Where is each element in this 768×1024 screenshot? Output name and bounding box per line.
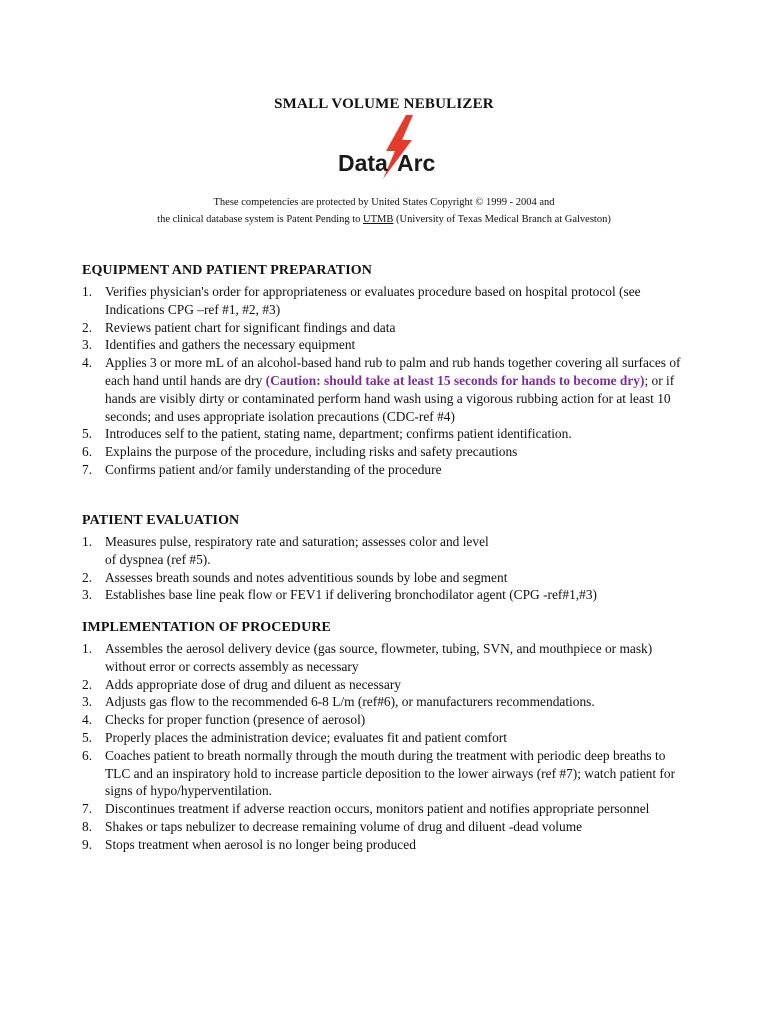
list-item xyxy=(82,461,692,479)
item-number: 6. xyxy=(82,747,93,763)
list-item xyxy=(82,800,692,818)
item-text: Explains the purpose of the procedure, including risks and safety precautions xyxy=(105,444,518,460)
item-text: Assembles the aerosol delivery device (gas source, flowmeter, tubing, SVN, and mouthpiece or mask) without error or corrects assembly as necessary xyxy=(105,641,653,674)
item-number: 2. xyxy=(82,569,93,585)
list-item xyxy=(82,586,692,604)
item-text: Coaches patient to breath normally through the mouth during the treatment with periodic deep breaths to TLC and an inspiratory hold to increase particle deposition to the lower airways (ref #7); watch patient for signs of hypo/hyperventilation. xyxy=(105,747,676,799)
list-item xyxy=(82,711,692,729)
item-number: 7. xyxy=(82,801,93,817)
copyright-notice xyxy=(0,194,768,228)
item-text: Discontinues treatment if adverse reaction occurs, monitors patient and notifies appropriate personnel xyxy=(105,801,650,817)
item-text-pre: Applies 3 or more mL of an alcohol-based hand rub to palm and rub hands together covering all surfaces of each hand until hands are dry xyxy=(105,355,681,388)
item-number: 1. xyxy=(82,284,93,299)
page-title: SMALL VOLUME NEBULIZER xyxy=(274,96,494,112)
item-text: Adds appropriate dose of drug and diluent as necessary xyxy=(105,676,401,692)
list-item xyxy=(82,354,692,425)
list-item xyxy=(82,836,692,854)
item-number: 7. xyxy=(82,461,93,477)
section-heading: IMPLEMENTATION OF PROCEDURE xyxy=(82,620,331,635)
item-text: Adjusts gas flow to the recommended 6-8 L/m (ref#6), or manufacturers recommendations. xyxy=(105,694,595,710)
item-number: 1. xyxy=(82,534,93,549)
section-heading: EQUIPMENT AND PATIENT PREPARATION xyxy=(82,263,372,278)
list-item xyxy=(82,533,692,569)
item-number: 9. xyxy=(82,836,93,852)
item-text: Stops treatment when aerosol is no longer being produced xyxy=(105,836,416,852)
logo-text-data: Data xyxy=(338,150,388,176)
item-number: 6. xyxy=(82,444,93,460)
evaluation-list xyxy=(82,533,692,604)
item-text: Establishes base line peak flow or FEV1 if delivering bronchodilator agent (CPG -ref#1,#3) xyxy=(105,587,597,603)
item-number: 5. xyxy=(82,729,93,745)
item-number: 4. xyxy=(82,712,93,728)
item-text: Verifies physician's order for appropriateness or evaluates procedure based on hospital protocol (see Indications CPG –ref #1, #2, #3) xyxy=(105,284,641,317)
implementation-list xyxy=(82,640,692,854)
list-item xyxy=(82,319,692,337)
item-number: 2. xyxy=(82,676,93,692)
item-number: 8. xyxy=(82,818,93,834)
item-text: Identifies and gathers the necessary equipment xyxy=(105,337,356,353)
list-item xyxy=(82,729,692,747)
item-text: Introduces self to the patient, stating name, department; confirms patient identification. xyxy=(105,426,572,442)
section-heading: PATIENT EVALUATION xyxy=(82,513,240,528)
item-number: 1. xyxy=(82,641,93,656)
lightning-bolt-icon xyxy=(333,113,443,188)
list-item xyxy=(82,747,692,800)
item-text: Checks for proper function (presence of aerosol) xyxy=(105,712,366,728)
section-equipment xyxy=(82,262,692,479)
item-number: 3. xyxy=(82,694,93,710)
item-text-line-2: of dyspnea (ref #5). xyxy=(105,551,211,567)
logo-text-arc: Arc xyxy=(397,150,436,176)
item-number: 3. xyxy=(82,587,93,603)
list-item xyxy=(82,569,692,587)
list-item xyxy=(82,443,692,461)
item-number: 3. xyxy=(82,337,93,353)
list-item xyxy=(82,676,692,694)
notice-line-2-pre: the clinical database system is Patent Pending to xyxy=(157,214,364,225)
item-number: 2. xyxy=(82,319,93,335)
dataarc-logo xyxy=(333,113,443,188)
list-item xyxy=(82,283,692,319)
notice-line-1: These competencies are protected by United States Copyright © 1999 - 2004 and xyxy=(213,197,555,208)
list-item xyxy=(82,693,692,711)
equipment-list xyxy=(82,283,692,479)
list-item xyxy=(82,425,692,443)
item-text: Shakes or taps nebulizer to decrease remaining volume of drug and diluent -dead volume xyxy=(105,818,583,834)
item-number: 5. xyxy=(82,426,93,442)
list-item xyxy=(82,336,692,354)
item-text-post: ; or if hands are visibly dirty or contaminated perform hand wash using a vigorous rubbing action for at least 10 seconds; and uses appropriate isolation precautions (CDC-ref #4) xyxy=(105,372,675,424)
item-text: Reviews patient chart for significant findings and data xyxy=(105,319,396,335)
caution-text: (Caution: should take at least 15 seconds for hands to become dry) xyxy=(265,372,645,388)
item-text: Properly places the administration device; evaluates fit and patient comfort xyxy=(105,729,507,745)
section-evaluation xyxy=(82,512,692,604)
item-text-line-1: Measures pulse, respiratory rate and saturation; assesses color and level xyxy=(105,534,489,549)
utmb-link[interactable]: UTMB xyxy=(363,214,394,225)
item-number: 4. xyxy=(82,355,93,371)
item-text: Assesses breath sounds and notes adventitious sounds by lobe and segment xyxy=(105,569,508,585)
section-implementation xyxy=(82,619,692,854)
list-item xyxy=(82,818,692,836)
item-text: Confirms patient and/or family understanding of the procedure xyxy=(105,461,442,477)
list-item xyxy=(82,640,692,676)
notice-line-2-post: (University of Texas Medical Branch at Galveston) xyxy=(393,214,611,225)
notice-line-2 xyxy=(0,211,768,228)
